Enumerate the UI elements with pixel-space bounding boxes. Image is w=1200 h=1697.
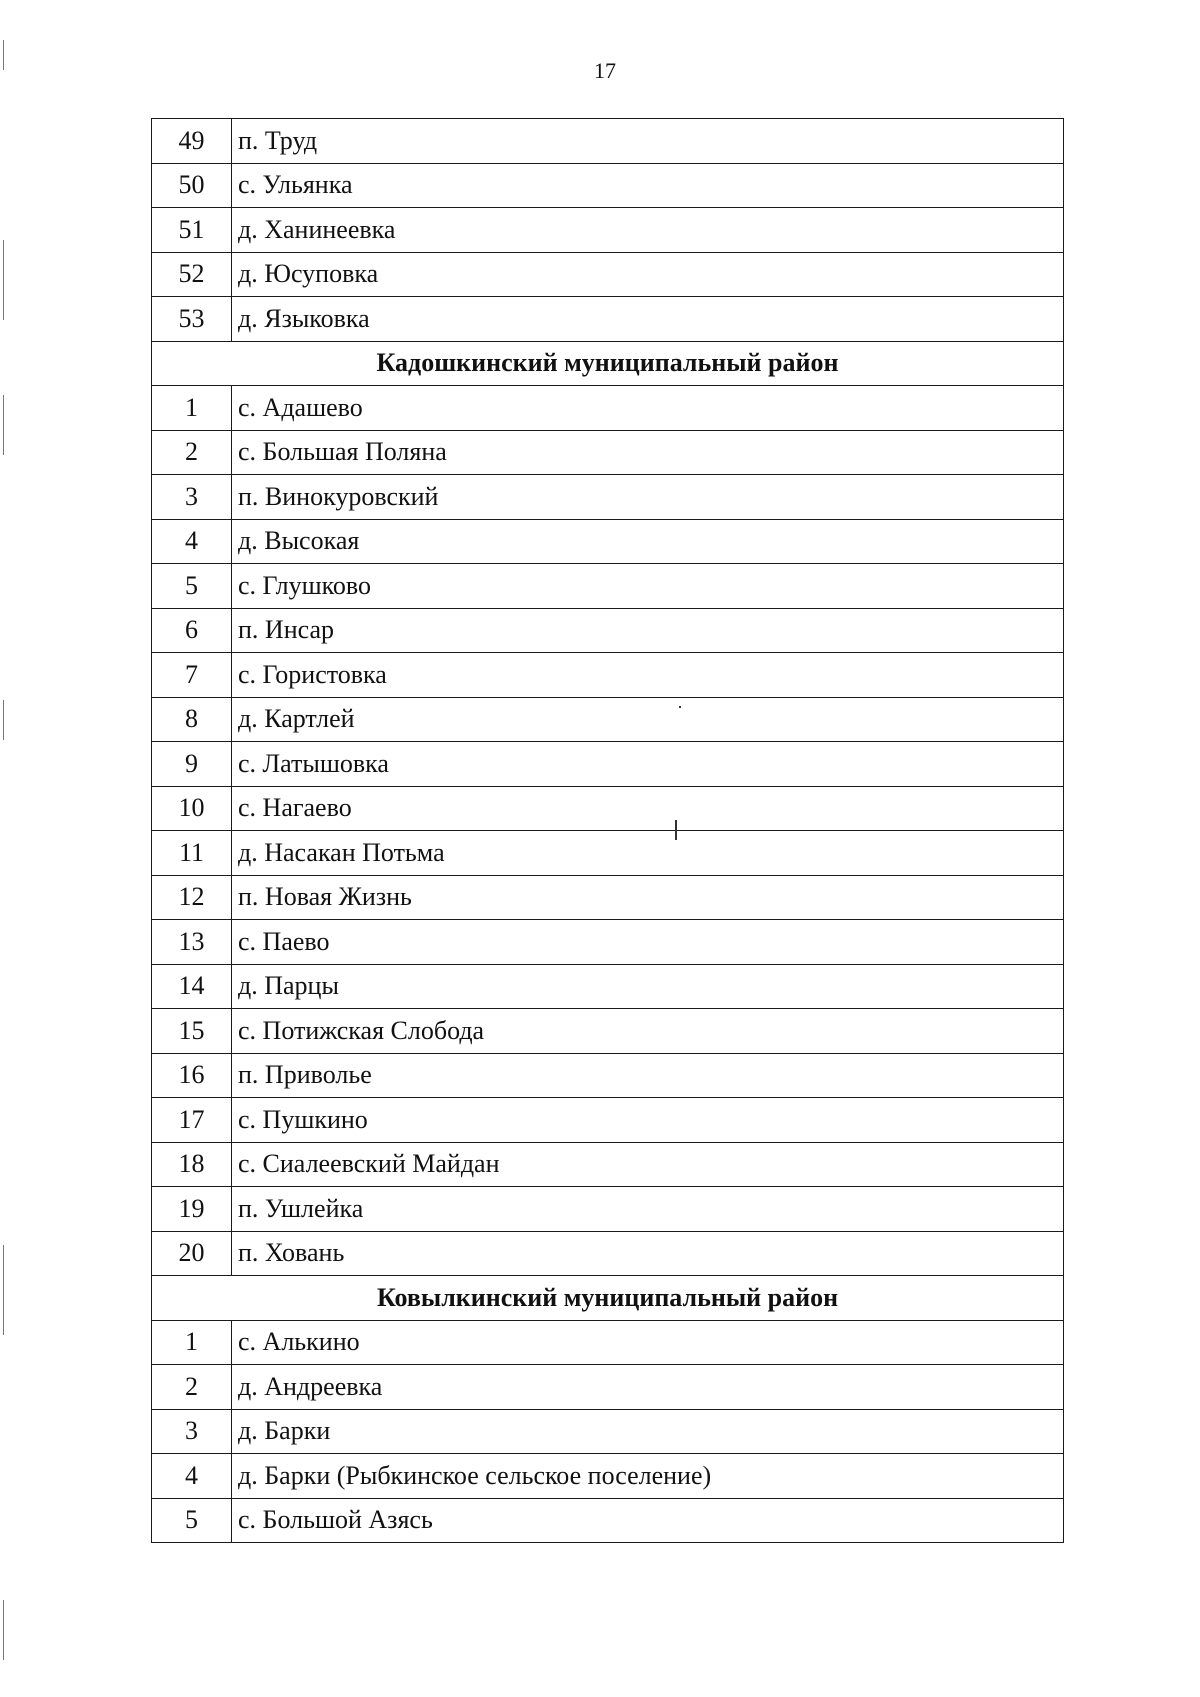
scan-speck xyxy=(679,706,681,708)
settlement-name: п. Ховань xyxy=(232,1231,1064,1276)
settlement-name: с. Гористовка xyxy=(232,653,1064,698)
row-number: 6 xyxy=(152,608,232,653)
settlement-name: с. Паево xyxy=(232,920,1064,965)
table-row xyxy=(152,208,1064,253)
table-row xyxy=(152,964,1064,1009)
scan-artifact xyxy=(3,1245,4,1335)
table-row xyxy=(152,875,1064,920)
row-number: 19 xyxy=(152,1187,232,1232)
section-row xyxy=(152,1276,1064,1321)
table-row xyxy=(152,1009,1064,1054)
table-row xyxy=(152,1409,1064,1454)
settlement-name: п. Винокуровский xyxy=(232,475,1064,520)
table-row xyxy=(152,697,1064,742)
table-row xyxy=(152,386,1064,431)
settlements-table-body xyxy=(152,119,1064,1543)
table-row xyxy=(152,1098,1064,1143)
settlement-name: с. Ульянка xyxy=(232,163,1064,208)
row-number: 9 xyxy=(152,742,232,787)
row-number: 14 xyxy=(152,964,232,1009)
settlement-name: п. Новая Жизнь xyxy=(232,875,1064,920)
section-title: Ковылкинский муниципальный район xyxy=(152,1276,1064,1321)
table-row xyxy=(152,119,1064,164)
settlements-table xyxy=(151,118,1064,1543)
row-number: 3 xyxy=(152,1409,232,1454)
row-number: 1 xyxy=(152,386,232,431)
section-row xyxy=(152,341,1064,386)
row-number: 7 xyxy=(152,653,232,698)
row-number: 4 xyxy=(152,519,232,564)
scan-artifact xyxy=(3,40,4,70)
row-number: 2 xyxy=(152,430,232,475)
settlement-name: с. Большая Поляна xyxy=(232,430,1064,475)
settlement-name: д. Барки (Рыбкинское сельское поселение) xyxy=(232,1454,1064,1499)
scan-artifact xyxy=(3,700,4,740)
row-number: 50 xyxy=(152,163,232,208)
table-row xyxy=(152,1498,1064,1543)
settlement-name: с. Адашево xyxy=(232,386,1064,431)
table-row xyxy=(152,1231,1064,1276)
settlement-name: д. Высокая xyxy=(232,519,1064,564)
settlement-name: д. Барки xyxy=(232,1409,1064,1454)
table-row xyxy=(152,786,1064,831)
settlement-name: п. Приволье xyxy=(232,1053,1064,1098)
table-row xyxy=(152,564,1064,609)
table-row xyxy=(152,1053,1064,1098)
settlement-name: д. Андреевка xyxy=(232,1365,1064,1410)
table-row xyxy=(152,252,1064,297)
settlement-name: с. Глушково xyxy=(232,564,1064,609)
settlement-name: д. Парцы xyxy=(232,964,1064,1009)
section-title: Кадошкинский муниципальный район xyxy=(152,341,1064,386)
table-row xyxy=(152,608,1064,653)
settlement-name: с. Потижская Слобода xyxy=(232,1009,1064,1054)
table-row xyxy=(152,1454,1064,1499)
settlement-name: с. Большой Азясь xyxy=(232,1498,1064,1543)
table-row xyxy=(152,1142,1064,1187)
settlement-name: с. Алькино xyxy=(232,1320,1064,1365)
scan-artifact xyxy=(3,395,4,455)
table-row xyxy=(152,430,1064,475)
settlement-name: с. Пушкино xyxy=(232,1098,1064,1143)
scan-artifact xyxy=(3,240,4,320)
row-number: 52 xyxy=(152,252,232,297)
table-row xyxy=(152,653,1064,698)
scan-artifact xyxy=(3,1600,4,1660)
row-number: 10 xyxy=(152,786,232,831)
row-number: 18 xyxy=(152,1142,232,1187)
table-row xyxy=(152,475,1064,520)
settlement-name: д. Ханинеевка xyxy=(232,208,1064,253)
row-number: 15 xyxy=(152,1009,232,1054)
row-number: 5 xyxy=(152,1498,232,1543)
table-row xyxy=(152,742,1064,787)
row-number: 16 xyxy=(152,1053,232,1098)
settlement-name: с. Нагаево xyxy=(232,786,1064,831)
row-number: 17 xyxy=(152,1098,232,1143)
row-number: 20 xyxy=(152,1231,232,1276)
settlement-name: с. Сиалеевский Майдан xyxy=(232,1142,1064,1187)
row-number: 2 xyxy=(152,1365,232,1410)
row-number: 4 xyxy=(152,1454,232,1499)
settlement-name: п. Инсар xyxy=(232,608,1064,653)
table-row xyxy=(152,1187,1064,1232)
table-row xyxy=(152,297,1064,342)
settlement-name: д. Насакан Потьма xyxy=(232,831,1064,876)
settlement-name: д. Юсуповка xyxy=(232,252,1064,297)
table-row xyxy=(152,163,1064,208)
row-number: 51 xyxy=(152,208,232,253)
table-row xyxy=(152,1365,1064,1410)
settlement-name: п. Труд xyxy=(232,119,1064,164)
settlement-name: д. Картлей xyxy=(232,697,1064,742)
row-number: 1 xyxy=(152,1320,232,1365)
settlement-name: п. Ушлейка xyxy=(232,1187,1064,1232)
page-number: 17 xyxy=(594,58,616,83)
row-number: 5 xyxy=(152,564,232,609)
table-row xyxy=(152,920,1064,965)
row-number: 12 xyxy=(152,875,232,920)
table-row xyxy=(152,1320,1064,1365)
scan-speck xyxy=(675,820,677,840)
row-number: 49 xyxy=(152,119,232,164)
row-number: 11 xyxy=(152,831,232,876)
row-number: 53 xyxy=(152,297,232,342)
row-number: 3 xyxy=(152,475,232,520)
settlement-name: с. Латышовка xyxy=(232,742,1064,787)
settlement-name: д. Языковка xyxy=(232,297,1064,342)
table-row xyxy=(152,831,1064,876)
row-number: 13 xyxy=(152,920,232,965)
table-row xyxy=(152,519,1064,564)
row-number: 8 xyxy=(152,697,232,742)
